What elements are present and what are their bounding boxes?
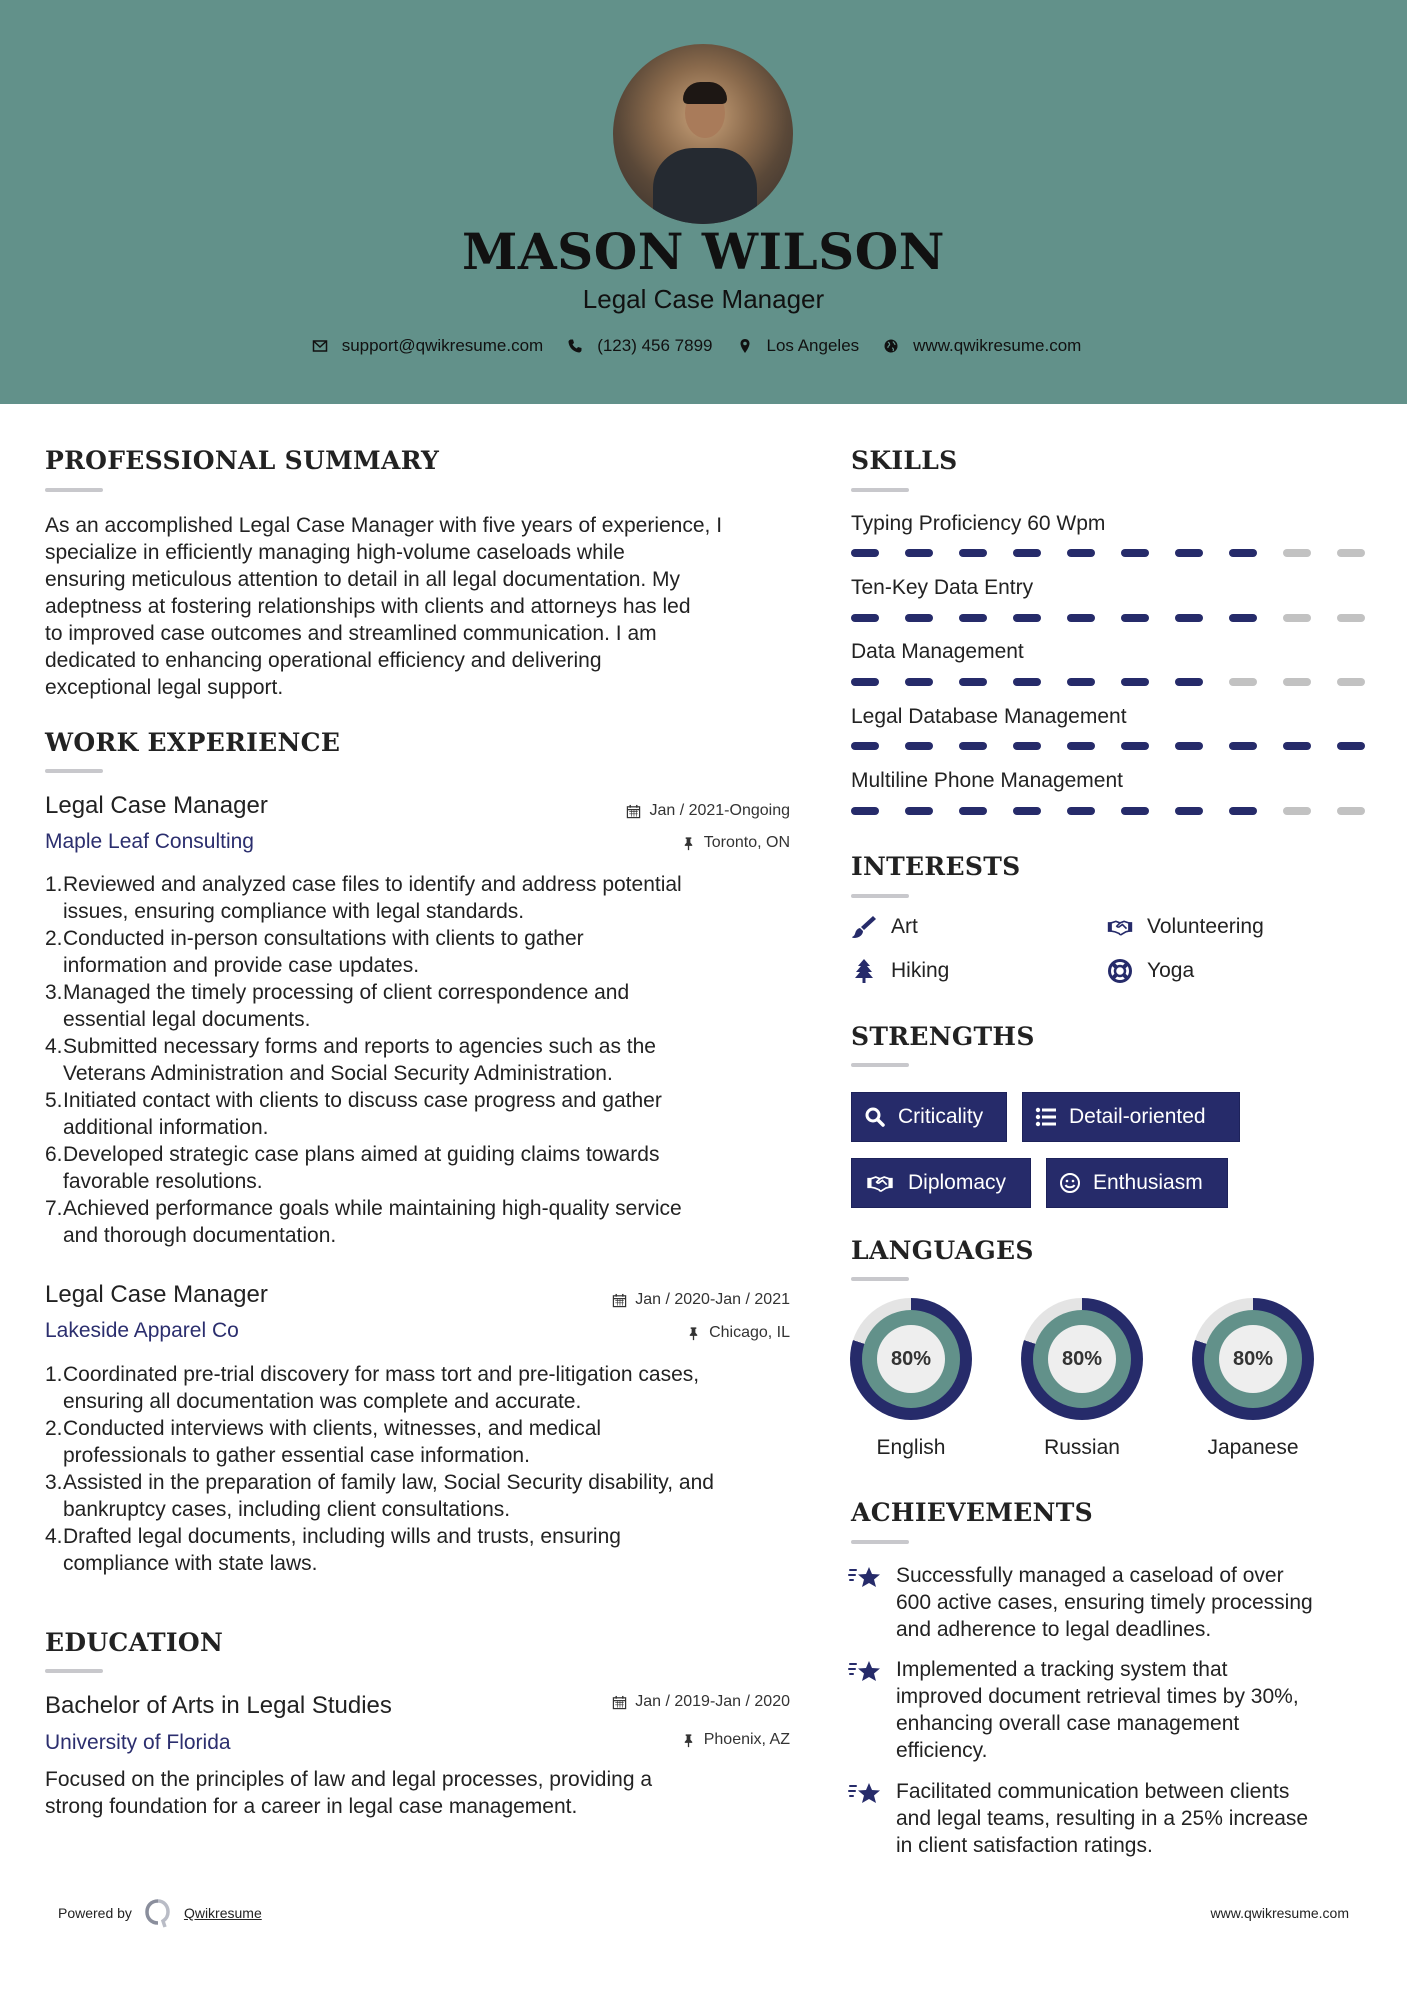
section-underline (45, 488, 103, 492)
education-line: strong foundation for a career in legal case management. (45, 1795, 578, 1818)
job-company: Lakeside Apparel Co (45, 1319, 239, 1342)
rating-dot-filled (851, 742, 879, 750)
list-item (45, 1469, 815, 1523)
rating-dot-empty (1283, 614, 1311, 622)
achievement-text (896, 1562, 1313, 1643)
rating-dot-filled (1067, 742, 1095, 750)
item-number: 2. (45, 1417, 63, 1440)
list-item (45, 1195, 815, 1249)
strength-label: Diplomacy (908, 1171, 1007, 1194)
contact-phone[interactable] (567, 336, 712, 356)
item-line: essential legal documents. (63, 1008, 311, 1031)
envelope-icon (312, 338, 328, 354)
language-percent: 80% (877, 1325, 945, 1393)
item-line: Drafted legal documents, including wills and trusts, ensuring (63, 1525, 621, 1548)
achievement-line: Successfully managed a caseload of over (896, 1564, 1284, 1587)
interest-label: Hiking (891, 959, 950, 982)
education-line: Focused on the principles of law and legal processes, providing a (45, 1768, 653, 1791)
map-marker-icon (737, 338, 753, 354)
smile-icon (1059, 1172, 1081, 1194)
job-dates (626, 802, 790, 820)
globe-icon (883, 338, 899, 354)
job-location (686, 1324, 790, 1342)
thumbtack-icon (686, 1326, 701, 1341)
strength-chip-detail-oriented (1022, 1092, 1240, 1142)
job-responsibilities (45, 1361, 815, 1577)
job-location-text: Chicago, IL (709, 1324, 790, 1341)
item-line: Conducted interviews with clients, witnesses, and medical (63, 1417, 602, 1440)
photo-body-shape (653, 148, 757, 224)
rating-dot-filled (905, 742, 933, 750)
achievement-text (896, 1656, 1299, 1764)
language-name: Japanese (1207, 1436, 1299, 1459)
achievement-line: efficiency. (896, 1739, 988, 1762)
list-item (45, 1087, 815, 1141)
summary-line: to improved case outcomes and streamlined communication. I am (45, 622, 657, 645)
achievement-line: enhancing overall case management (896, 1712, 1240, 1735)
contact-email[interactable] (312, 336, 544, 356)
item-line: Reviewed and analyzed case files to identify and address potential (63, 873, 682, 896)
interest-label: Yoga (1147, 959, 1195, 982)
rating-dot-filled (1013, 549, 1041, 557)
rating-dot-filled (1121, 807, 1149, 815)
language-percent: 80% (1048, 1325, 1116, 1393)
item-line: information and provide case updates. (63, 954, 420, 977)
job-title: Legal Case Manager (45, 1281, 268, 1308)
summary-line: adeptness at fostering relationships with clients and attorneys has led (45, 595, 691, 618)
summary-line: dedicated to enhancing operational efficiency and delivering (45, 649, 602, 672)
skill-rating (851, 678, 1365, 686)
rating-dot-filled (959, 742, 987, 750)
education-description (45, 1766, 815, 1820)
section-title-education: EDUCATION (45, 1628, 224, 1657)
language-ring (1021, 1298, 1143, 1420)
item-line: Coordinated pre-trial discovery for mass tort and pre-litigation cases, (63, 1363, 700, 1386)
rating-dot-filled (1175, 614, 1203, 622)
language-ring (850, 1298, 972, 1420)
list-item (45, 1361, 815, 1415)
section-title-experience: WORK EXPERIENCE (45, 728, 341, 757)
contact-email-text: support@qwikresume.com (341, 336, 544, 355)
rating-dot-filled (1229, 807, 1257, 815)
item-line: Developed strategic case plans aimed at guiding claims towards (63, 1143, 660, 1166)
education-dates-text: Jan / 2019-Jan / 2020 (635, 1693, 790, 1710)
job-company: Maple Leaf Consulting (45, 830, 254, 853)
skill-name: Legal Database Management (851, 705, 1127, 728)
section-title-skills: SKILLS (851, 446, 958, 475)
achievement-line: Facilitated communication between clients (896, 1780, 1290, 1803)
item-number: 5. (45, 1089, 63, 1112)
rating-dot-filled (1121, 678, 1149, 686)
section-underline (45, 769, 103, 773)
list-item (45, 1523, 815, 1577)
item-number: 4. (45, 1525, 63, 1548)
summary-line: exceptional legal support. (45, 676, 284, 699)
contact-phone-text: (123) 456 7899 (597, 336, 713, 355)
section-title-languages: LANGUAGES (851, 1236, 1034, 1265)
item-number: 6. (45, 1143, 63, 1166)
item-line: favorable resolutions. (63, 1170, 263, 1193)
life-ring-icon (1107, 958, 1133, 984)
summary-text (45, 512, 805, 701)
strength-chip-criticality (851, 1092, 1007, 1142)
item-line: Veterans Administration and Social Security Administration. (63, 1062, 613, 1085)
achievement-line: 600 active cases, ensuring timely processing (896, 1591, 1313, 1614)
calendar-icon (612, 1293, 627, 1308)
rating-dot-filled (959, 678, 987, 686)
skill-rating (851, 807, 1365, 815)
star-icon (848, 1658, 882, 1686)
section-underline (851, 1063, 909, 1067)
section-underline (851, 488, 909, 492)
phone-icon (567, 338, 583, 354)
skill-name: Multiline Phone Management (851, 769, 1123, 792)
rating-dot-filled (959, 614, 987, 622)
rating-dot-filled (1229, 549, 1257, 557)
list-item (45, 1415, 815, 1469)
degree-title: Bachelor of Arts in Legal Studies (45, 1692, 392, 1719)
section-underline (851, 1540, 909, 1544)
job-dates-text: Jan / 2020-Jan / 2021 (635, 1291, 790, 1308)
job-location-text: Toronto, ON (703, 834, 790, 851)
job-dates (612, 1291, 790, 1309)
contact-location-text: Los Angeles (766, 336, 860, 355)
rating-dot-empty (1283, 678, 1311, 686)
strength-label: Criticality (898, 1105, 984, 1128)
rating-dot-filled (1067, 549, 1095, 557)
section-title-summary: PROFESSIONAL SUMMARY (45, 446, 440, 475)
item-line: ensuring all documentation was complete and accurate. (63, 1390, 582, 1413)
qwikresume-logo-icon (144, 1898, 172, 1928)
language-ring (1192, 1298, 1314, 1420)
item-line: Initiated contact with clients to discuss case progress and gather (63, 1089, 662, 1112)
thumbtack-icon (681, 1733, 696, 1748)
item-number: 4. (45, 1035, 63, 1058)
achievement-line: improved document retrieval times by 30%, (896, 1685, 1299, 1708)
rating-dot-filled (1175, 549, 1203, 557)
strength-label: Detail-oriented (1069, 1105, 1206, 1128)
powered-by-label: Powered by (58, 1905, 132, 1921)
rating-dot-empty (1337, 614, 1365, 622)
calendar-icon (612, 1695, 627, 1710)
thumbtack-icon (681, 836, 696, 851)
job-location (681, 834, 790, 852)
item-number: 2. (45, 927, 63, 950)
star-icon (848, 1780, 882, 1808)
achievement-line: and adherence to legal deadlines. (896, 1618, 1212, 1641)
item-number: 3. (45, 981, 63, 1004)
job-dates-text: Jan / 2021-Ongoing (649, 802, 790, 819)
rating-dot-filled (1121, 742, 1149, 750)
list-icon (1035, 1106, 1057, 1128)
achievement-line: and legal teams, resulting in a 25% increase (896, 1807, 1309, 1830)
interest-label: Volunteering (1147, 915, 1264, 938)
language-percent: 80% (1219, 1325, 1287, 1393)
skill-name: Typing Proficiency 60 Wpm (851, 512, 1106, 535)
section-underline (851, 1277, 909, 1281)
interest-item-art (851, 914, 918, 940)
rating-dot-empty (1283, 807, 1311, 815)
list-item (45, 1141, 815, 1195)
rating-dot-filled (905, 678, 933, 686)
calendar-icon (626, 804, 641, 819)
summary-line: ensuring meticulous attention to detail in all legal documentation. My (45, 568, 681, 591)
education-location-text: Phoenix, AZ (703, 1731, 790, 1748)
rating-dot-filled (905, 549, 933, 557)
item-line: Submitted necessary forms and reports to agencies such as the (63, 1035, 656, 1058)
contact-location (737, 336, 860, 356)
skill-name: Ten-Key Data Entry (851, 576, 1034, 599)
rating-dot-filled (1067, 614, 1095, 622)
item-line: additional information. (63, 1116, 269, 1139)
list-item (45, 925, 815, 979)
rating-dot-filled (1175, 807, 1203, 815)
item-number: 7. (45, 1197, 63, 1220)
paint-brush-icon (851, 914, 877, 940)
language-name: Russian (1044, 1436, 1120, 1459)
rating-dot-filled (1337, 742, 1365, 750)
star-icon (848, 1564, 882, 1592)
candidate-name: MASON WILSON (462, 222, 945, 281)
rating-dot-empty (1229, 678, 1257, 686)
achievement-item (848, 1562, 1368, 1643)
strength-chip-diplomacy (851, 1158, 1031, 1208)
section-title-interests: INTERESTS (851, 852, 1021, 881)
interest-item-yoga (1107, 958, 1194, 984)
language-name: English (876, 1436, 946, 1459)
rating-dot-filled (851, 614, 879, 622)
list-item (45, 871, 815, 925)
strength-chip-enthusiasm (1046, 1158, 1228, 1208)
item-line: Managed the timely processing of client correspondence and (63, 981, 630, 1004)
rating-dot-filled (851, 807, 879, 815)
skill-rating (851, 742, 1365, 750)
achievement-text (896, 1778, 1308, 1859)
achievement-item (848, 1778, 1368, 1859)
rating-dot-filled (1283, 742, 1311, 750)
search-icon (864, 1106, 886, 1128)
rating-dot-filled (1229, 742, 1257, 750)
rating-dot-filled (1067, 807, 1095, 815)
achievement-line: Implemented a tracking system that (896, 1658, 1228, 1681)
item-line: issues, ensuring compliance with legal standards. (63, 900, 525, 923)
rating-dot-filled (1067, 678, 1095, 686)
skill-rating (851, 614, 1365, 622)
school-name: University of Florida (45, 1731, 231, 1754)
job-title: Legal Case Manager (45, 792, 268, 819)
rating-dot-filled (1121, 549, 1149, 557)
rating-dot-filled (1121, 614, 1149, 622)
rating-dot-filled (1175, 678, 1203, 686)
job-responsibilities (45, 871, 815, 1249)
qwikresume-link[interactable]: Qwikresume (183, 1905, 262, 1921)
rating-dot-empty (1337, 549, 1365, 557)
item-line: Conducted in-person consultations with clients to gather (63, 927, 584, 950)
item-line: compliance with state laws. (63, 1552, 318, 1575)
strength-label: Enthusiasm (1093, 1171, 1203, 1194)
interest-label: Art (891, 915, 918, 938)
interest-item-volunteering (1107, 914, 1264, 940)
candidate-role: Legal Case Manager (582, 284, 825, 314)
rating-dot-filled (851, 678, 879, 686)
item-line: bankruptcy cases, including client consultations. (63, 1498, 511, 1521)
item-number: 1. (45, 873, 63, 896)
rating-dot-filled (959, 807, 987, 815)
rating-dot-filled (905, 614, 933, 622)
section-title-achievements: ACHIEVEMENTS (851, 1498, 1093, 1527)
rating-dot-empty (1283, 549, 1311, 557)
footer-powered-by (58, 1898, 262, 1928)
rating-dot-filled (1175, 742, 1203, 750)
rating-dot-empty (1337, 678, 1365, 686)
item-number: 1. (45, 1363, 63, 1386)
section-underline (45, 1669, 103, 1673)
footer-website[interactable]: www.qwikresume.com (1210, 1905, 1349, 1921)
section-underline (851, 894, 909, 898)
item-line: Assisted in the preparation of family law, Social Security disability, and (63, 1471, 714, 1494)
summary-line: As an accomplished Legal Case Manager with five years of experience, I (45, 514, 723, 537)
interest-item-hiking (851, 958, 949, 984)
rating-dot-filled (959, 549, 987, 557)
rating-dot-filled (1013, 614, 1041, 622)
item-number: 3. (45, 1471, 63, 1494)
education-dates (612, 1693, 790, 1711)
handshake-icon (864, 1172, 896, 1194)
item-line: professionals to gather essential case information. (63, 1444, 530, 1467)
rating-dot-filled (1013, 742, 1041, 750)
section-title-strengths: STRENGTHS (851, 1022, 1035, 1051)
education-location (681, 1731, 790, 1749)
summary-line: specialize in efficiently managing high-volume caseloads while (45, 541, 625, 564)
rating-dot-filled (905, 807, 933, 815)
contact-website[interactable] (883, 336, 1081, 356)
header-band (0, 0, 1407, 404)
achievement-item (848, 1656, 1368, 1764)
rating-dot-filled (1229, 614, 1257, 622)
photo-hair-shape (683, 82, 727, 104)
achievement-line: in client satisfaction ratings. (896, 1834, 1153, 1857)
rating-dot-filled (851, 549, 879, 557)
contact-bar (0, 336, 1407, 356)
tree-icon (851, 958, 877, 984)
contact-website-text: www.qwikresume.com (913, 336, 1082, 355)
rating-dot-empty (1337, 807, 1365, 815)
item-line: Achieved performance goals while maintaining high-quality service (63, 1197, 682, 1220)
profile-photo (613, 44, 793, 224)
handshake-icon (1107, 914, 1133, 940)
rating-dot-filled (1013, 678, 1041, 686)
rating-dot-filled (1013, 807, 1041, 815)
item-line: and thorough documentation. (63, 1224, 337, 1247)
list-item (45, 979, 815, 1033)
skill-rating (851, 549, 1365, 557)
list-item (45, 1033, 815, 1087)
skill-name: Data Management (851, 640, 1024, 663)
